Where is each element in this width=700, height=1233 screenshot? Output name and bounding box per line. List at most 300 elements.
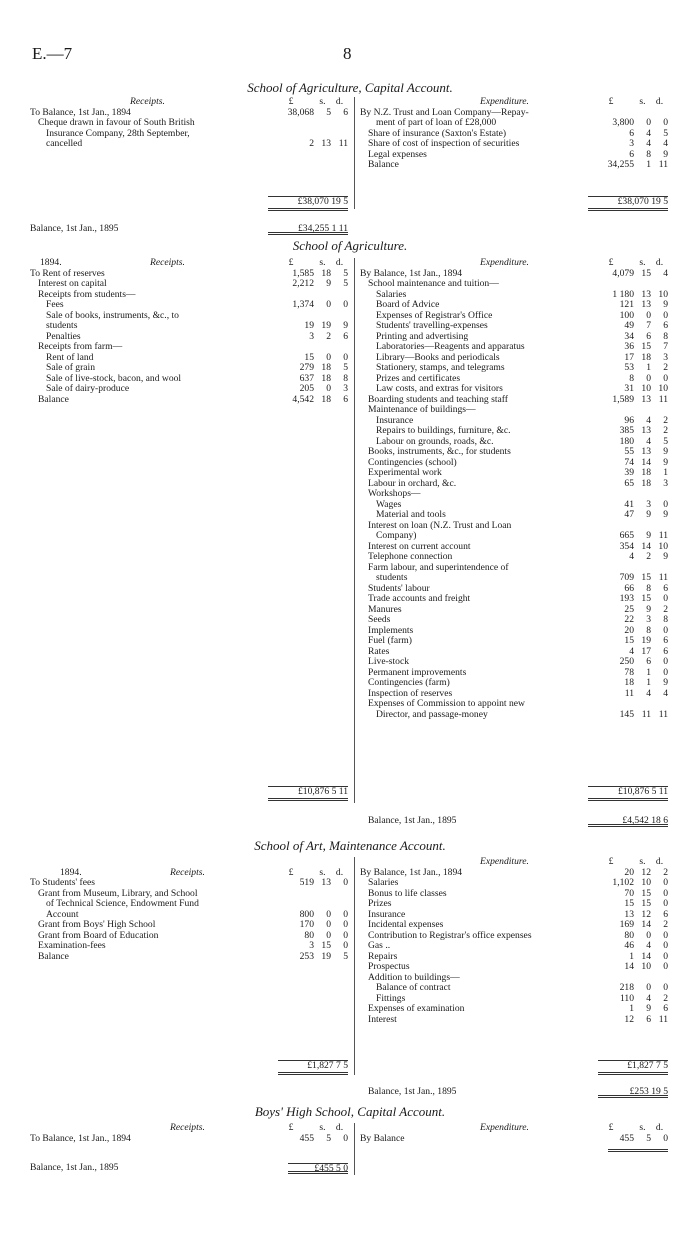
entry-label: Company) <box>376 531 417 541</box>
entry-shillings: 15 <box>321 940 331 951</box>
entry-label: Live-stock <box>368 657 410 667</box>
entry-pounds: 1,102 <box>612 877 634 888</box>
entry-label: Telephone connection <box>368 552 453 562</box>
ledger-row <box>360 374 668 385</box>
expenditure-heading: Expenditure. <box>480 857 529 867</box>
pounds-head: £ <box>608 257 614 268</box>
column-header <box>360 97 668 108</box>
entry-shillings: 9 <box>646 509 651 520</box>
entry-pounds: 15 <box>304 351 314 363</box>
ledger-row <box>30 321 348 332</box>
ledger-row <box>30 332 348 343</box>
entry-label: To Students' fees <box>30 878 96 888</box>
pounds-head: £ <box>608 96 614 107</box>
pounds-head: £ <box>608 1122 614 1133</box>
ledger-row <box>30 108 348 119</box>
entry-pence: 5 <box>343 267 348 279</box>
ledger-row <box>360 500 668 511</box>
receipts-total <box>268 193 348 211</box>
entry-pounds: 18 <box>624 677 634 688</box>
entry-pence: 6 <box>663 320 668 331</box>
entry-pence: 5 <box>343 278 348 289</box>
entry-label: Insurance Company, 28th September, <box>46 128 190 139</box>
entry-pence: 11 <box>658 1013 668 1025</box>
entry-pounds: 279 <box>299 362 314 373</box>
expenditure-column <box>360 856 668 1097</box>
entry-pounds <box>268 889 314 900</box>
entry-shillings: 9 <box>326 278 331 289</box>
entry-pence: 10 <box>658 288 668 300</box>
column-header <box>30 1123 348 1134</box>
ledger-row <box>360 342 668 353</box>
entry-pence: 9 <box>663 446 668 457</box>
entry-label: Sale of books, instruments, &c., to <box>46 310 179 321</box>
entry-shillings: 8 <box>646 582 651 594</box>
ledger-row <box>30 118 348 129</box>
pence-head: d. <box>655 96 664 107</box>
entry-shillings: 9 <box>646 1003 651 1014</box>
entry-pounds: 169 <box>619 919 634 930</box>
entry-pounds <box>268 342 314 353</box>
double-rule <box>608 1145 668 1152</box>
receipts-column <box>30 257 348 797</box>
entry-pence: 4 <box>663 687 668 699</box>
entry-shillings: 1 <box>646 677 651 688</box>
entry-label: Wages <box>376 499 402 510</box>
entry-shillings: 0 <box>646 982 651 993</box>
entry-label: Legal expenses <box>368 149 427 160</box>
entry-label: Seeds <box>368 615 391 625</box>
entry-pence: 5 <box>343 362 348 373</box>
ledger-row <box>30 311 348 322</box>
entry-pence: 0 <box>343 351 348 363</box>
entry-pence: 0 <box>663 950 668 962</box>
entry-pence: 6 <box>663 635 668 646</box>
entry-label: Printing and advertising <box>376 331 469 342</box>
ledger-row <box>360 542 668 553</box>
ledger-row <box>360 1015 668 1026</box>
entry-shillings: 4 <box>646 435 651 447</box>
entry-shillings <box>314 899 331 910</box>
entry-shillings: 18 <box>321 372 331 384</box>
entry-pounds: 74 <box>624 456 634 468</box>
entry-pounds: 1 <box>629 1003 634 1014</box>
entry-shillings: 18 <box>321 393 331 405</box>
entry-label: By Balance <box>360 1133 405 1144</box>
ledger-row <box>360 384 668 395</box>
entry-pence: 0 <box>343 1132 348 1144</box>
entry-pounds: 4,079 <box>612 267 634 279</box>
entry-pence: 9 <box>343 320 348 331</box>
entry-shillings: 5 <box>646 1132 651 1144</box>
entry-pounds: 34 <box>624 330 634 342</box>
entry-pence: 5 <box>343 950 348 962</box>
ledger-row <box>360 920 668 931</box>
entry-pounds <box>268 118 314 129</box>
entry-pence: 9 <box>663 456 668 468</box>
entry-pounds <box>588 489 634 500</box>
shillings-head: s. <box>319 1122 326 1133</box>
entry-shillings: 9 <box>646 530 651 541</box>
entry-label: Inspection of reserves <box>368 688 453 699</box>
entry-pence <box>651 405 668 416</box>
balance-label: Balance, 1st Jan., 1895 <box>368 815 457 826</box>
entry-pence: 6 <box>343 106 348 118</box>
entry-label: Bonus to life classes <box>368 888 447 899</box>
school-of-agriculture-section <box>30 258 668 826</box>
ledger-row <box>360 479 668 490</box>
entry-pence <box>331 342 348 353</box>
entry-shillings: 13 <box>641 425 651 436</box>
entry-label: Salaries <box>376 289 407 300</box>
ledger-row <box>360 468 668 479</box>
entry-pounds <box>588 405 634 416</box>
pounds-head: £ <box>288 1122 294 1133</box>
entry-pence: 11 <box>658 159 668 170</box>
entry-shillings: 19 <box>321 950 331 962</box>
entry-shillings: 13 <box>641 446 651 457</box>
entry-shillings: 10 <box>641 383 651 394</box>
entry-shillings: 0 <box>646 309 651 321</box>
section-title: School of Agriculture. <box>292 238 408 253</box>
entry-pence: 10 <box>658 540 668 552</box>
expenditure-total <box>588 783 668 801</box>
ledger-row <box>30 129 348 140</box>
entry-label: Addition to buildings— <box>368 972 460 983</box>
entry-pence: 6 <box>663 1003 668 1014</box>
entry-label: Students' travelling-expenses <box>376 321 488 331</box>
entry-shillings: 19 <box>641 635 651 646</box>
entry-label: Maintenance of buildings— <box>368 405 476 415</box>
ledger-row <box>360 1004 668 1015</box>
entry-pounds: 4 <box>629 551 634 562</box>
expenditure-total <box>598 1057 668 1075</box>
entry-pounds: 41 <box>624 498 634 510</box>
column-header <box>360 1123 668 1134</box>
entry-pence: 0 <box>663 887 668 899</box>
entry-label: Trade accounts and freight <box>368 594 471 604</box>
expenditure-total <box>588 193 668 211</box>
entry-label: Gas .. <box>368 941 391 951</box>
entry-shillings: 10 <box>641 961 651 972</box>
entry-label: Grant from Boys' High School <box>38 920 156 930</box>
entry-label: To Balance, 1st Jan., 1894 <box>30 107 131 118</box>
ledger-row <box>360 395 668 406</box>
entry-pounds: 4 <box>629 645 634 657</box>
entry-pence: 11 <box>658 572 668 583</box>
ledger-row <box>360 605 668 616</box>
ledger-row <box>360 458 668 469</box>
ledger-row <box>30 941 348 952</box>
ledger-row <box>360 994 668 1005</box>
entry-pence: 0 <box>663 656 668 667</box>
entry-pounds: 100 <box>619 309 634 321</box>
receipts-column <box>30 96 348 234</box>
ledger-row <box>30 279 348 290</box>
entry-pence: 0 <box>663 929 668 941</box>
entry-label: cancelled <box>46 139 83 149</box>
shillings-head: s. <box>639 856 646 867</box>
entry-pence: 9 <box>663 551 668 562</box>
entry-label: Rent of land <box>46 352 94 363</box>
entry-shillings: 14 <box>641 540 651 552</box>
entry-label: Prospectus <box>368 962 410 972</box>
entry-label: Interest on loan (N.Z. Trust and Loan <box>368 520 512 531</box>
entry-pounds: 15 <box>624 898 634 909</box>
entry-shillings: 5 <box>326 106 331 118</box>
ledger-row <box>360 573 668 584</box>
entry-pounds: 665 <box>619 530 634 541</box>
ledger-row <box>360 321 668 332</box>
entry-pence: 2 <box>663 603 668 615</box>
shillings-head: s. <box>319 257 326 268</box>
balance-label: Balance, 1st Jan., 1895 <box>30 223 119 234</box>
section-title: School of Art, Maintenance Account. <box>254 838 446 853</box>
entry-shillings: 4 <box>646 127 651 139</box>
entry-label: Boarding students and teaching staff <box>368 394 508 405</box>
entry-pounds: 25 <box>624 603 634 615</box>
entry-shillings: 13 <box>641 299 651 310</box>
entry-label: Examination-fees <box>38 941 106 951</box>
entry-pounds: 36 <box>624 341 634 352</box>
entry-label: To Balance, 1st Jan., 1894 <box>30 1133 131 1144</box>
ledger-row <box>360 129 668 140</box>
entry-pounds: 4,542 <box>292 393 314 405</box>
ledger-row <box>360 426 668 437</box>
entry-pounds: 519 <box>299 877 314 888</box>
pence-head: d. <box>335 257 344 268</box>
entry-shillings: 1 <box>646 362 651 373</box>
entry-shillings: 15 <box>641 898 651 909</box>
balance-forward <box>30 1163 348 1174</box>
entry-label: To Rent of reserves <box>30 268 105 279</box>
entry-label: Repairs <box>368 951 398 962</box>
ledger-row <box>360 269 668 280</box>
entry-pence: 6 <box>663 908 668 920</box>
entry-pounds: 2 <box>309 138 314 149</box>
ledger-row <box>30 1134 348 1145</box>
entry-label: Interest on current account <box>368 541 471 552</box>
ledger-row <box>360 363 668 374</box>
entry-pence <box>331 118 348 129</box>
entry-shillings: 13 <box>641 393 651 405</box>
entry-pence: 3 <box>663 477 668 489</box>
entry-shillings: 4 <box>646 138 651 149</box>
entry-label: Labour on grounds, roads, &c. <box>376 436 494 447</box>
entry-pounds: 65 <box>624 477 634 489</box>
year-label: 1894. <box>60 866 82 878</box>
entry-pence: 0 <box>343 929 348 941</box>
ledger-row <box>30 342 348 353</box>
entry-shillings: 13 <box>321 138 331 149</box>
entry-pence: 8 <box>343 372 348 384</box>
ledger-row <box>360 552 668 563</box>
entry-pounds: 385 <box>619 425 634 436</box>
entry-label: Cheque drawn in favour of South British <box>38 118 195 128</box>
entry-shillings: 8 <box>646 624 651 636</box>
entry-pounds: 455 <box>619 1132 634 1144</box>
entry-label: Balance <box>38 394 69 405</box>
entry-shillings: 1 <box>646 666 651 678</box>
entry-pence <box>651 489 668 500</box>
entry-shillings: 19 <box>321 320 331 331</box>
ledger-row <box>360 878 668 889</box>
entry-shillings: 4 <box>646 687 651 699</box>
ledger-row <box>360 931 668 942</box>
pence-head: d. <box>335 1122 344 1133</box>
entry-pounds: 14 <box>624 961 634 972</box>
entry-pence: 11 <box>658 530 668 541</box>
ledger-row <box>360 962 668 973</box>
expenditure-heading: Expenditure. <box>480 97 529 107</box>
total-amount: £1,827 7 5 <box>278 1061 348 1075</box>
receipts-column <box>30 857 348 1071</box>
column-divider <box>354 97 355 209</box>
ledger-row <box>30 878 348 889</box>
entry-label: Prizes and certificates <box>376 373 461 384</box>
ledger-row <box>360 668 668 679</box>
entry-label: Account <box>46 909 79 920</box>
ledger-row <box>360 678 668 689</box>
column-header <box>30 97 348 108</box>
entry-pounds: 250 <box>619 656 634 667</box>
entry-shillings <box>634 489 651 500</box>
entry-pounds: 49 <box>624 320 634 331</box>
balance-forward <box>368 1087 668 1098</box>
pounds-head: £ <box>288 96 294 107</box>
entry-pence: 3 <box>663 351 668 363</box>
entry-shillings <box>314 889 331 900</box>
ledger-row <box>360 952 668 963</box>
entry-pence: 0 <box>663 898 668 909</box>
entry-shillings: 0 <box>646 372 651 384</box>
entry-pence: 11 <box>658 393 668 405</box>
balance-amount: £455 5 0 <box>288 1163 348 1174</box>
entry-pence: 0 <box>663 877 668 888</box>
entry-label: Fees <box>46 300 64 310</box>
ledger-row <box>360 594 668 605</box>
ledger-row <box>360 983 668 994</box>
ledger-row <box>30 920 348 931</box>
entry-label: School maintenance and tuition— <box>368 279 499 289</box>
entry-pounds: 6 <box>629 148 634 160</box>
expenditure-heading: Expenditure. <box>480 258 529 268</box>
entry-shillings: 4 <box>646 940 651 951</box>
column-header <box>360 857 668 868</box>
entry-label: Balance <box>368 160 399 170</box>
entry-pence: 3 <box>343 383 348 394</box>
ledger-row <box>360 118 668 129</box>
entry-shillings: 15 <box>641 267 651 279</box>
entry-pounds: 3,800 <box>612 117 634 128</box>
entry-pence: 6 <box>343 393 348 405</box>
entry-pounds: 1,589 <box>612 393 634 405</box>
entry-pence: 0 <box>343 908 348 920</box>
entry-pounds: 22 <box>624 614 634 625</box>
ledger-row <box>30 952 348 963</box>
entry-pence: 11 <box>658 708 668 720</box>
entry-label: Share of cost of inspection of securities <box>368 139 520 149</box>
entry-pounds: 53 <box>624 362 634 373</box>
entry-label: Stationery, stamps, and telegrams <box>376 363 505 373</box>
ledger-row <box>360 405 668 416</box>
entry-label: Sale of dairy-produce <box>46 384 130 394</box>
entry-label: Material and tools <box>376 510 446 520</box>
entry-pence: 4 <box>663 267 668 279</box>
balance-label: Balance, 1st Jan., 1895 <box>368 1086 457 1097</box>
entry-pounds: 55 <box>624 446 634 457</box>
entry-pounds: 121 <box>619 299 634 310</box>
entry-pence: 8 <box>663 614 668 625</box>
entry-shillings: 15 <box>641 341 651 352</box>
shillings-head: s. <box>639 96 646 107</box>
ledger-row <box>360 636 668 647</box>
entry-pence: 4 <box>663 138 668 149</box>
entry-shillings: 8 <box>646 148 651 160</box>
entry-label: Students' labour <box>368 583 430 594</box>
entry-shillings: 18 <box>321 267 331 279</box>
entry-pence: 0 <box>343 940 348 951</box>
entry-pence <box>651 699 668 710</box>
expenditure-column <box>360 96 668 207</box>
entry-pence <box>651 279 668 290</box>
entry-pounds: 6 <box>629 127 634 139</box>
entry-pounds: 110 <box>619 992 634 1004</box>
ledger-row <box>360 510 668 521</box>
entry-pence: 2 <box>663 362 668 373</box>
receipts-total <box>278 1057 348 1075</box>
entry-label: Repairs to buildings, furniture, &c. <box>376 426 511 436</box>
boys-high-school-section <box>30 1123 668 1193</box>
entry-shillings: 0 <box>326 351 331 363</box>
entry-pence: 2 <box>663 919 668 930</box>
entry-pounds: 354 <box>619 540 634 552</box>
pence-head: d. <box>655 1122 664 1133</box>
entry-shillings <box>314 342 331 353</box>
entry-label: students <box>376 573 408 583</box>
entry-pence: 0 <box>343 299 348 310</box>
ledger-row <box>30 931 348 942</box>
entry-shillings: 11 <box>641 708 651 720</box>
entry-shillings: 14 <box>641 456 651 468</box>
entry-pounds: 1 <box>629 950 634 962</box>
entry-pence: 9 <box>663 509 668 520</box>
section-title: Boys' High School, Capital Account. <box>254 1104 446 1119</box>
column-header <box>30 258 348 269</box>
ledger-row <box>360 615 668 626</box>
total-amount: £38,070 19 5 <box>268 197 348 211</box>
ledger-row <box>360 531 668 542</box>
entry-pounds: 3 <box>309 940 314 951</box>
entry-label: Rates <box>368 646 390 657</box>
entry-pounds <box>588 279 634 290</box>
entry-label: Board of Advice <box>376 300 440 310</box>
entry-label: Contingencies (farm) <box>368 678 450 688</box>
entry-pence: 7 <box>663 341 668 352</box>
entry-label: Penalties <box>46 331 81 342</box>
entry-shillings: 17 <box>641 645 651 657</box>
entry-pounds: 180 <box>619 435 634 447</box>
section-title: School of Agriculture, Capital Account. <box>247 80 453 95</box>
pounds-head: £ <box>608 856 614 867</box>
entry-pence: 0 <box>663 1132 668 1144</box>
total-amount: £10,876 5 11 <box>268 787 348 801</box>
entry-label: Insurance <box>376 415 414 426</box>
expenditure-column <box>360 1123 668 1144</box>
ledger-row <box>360 710 668 721</box>
entry-shillings: 1 <box>646 159 651 170</box>
column-divider <box>354 1123 355 1175</box>
